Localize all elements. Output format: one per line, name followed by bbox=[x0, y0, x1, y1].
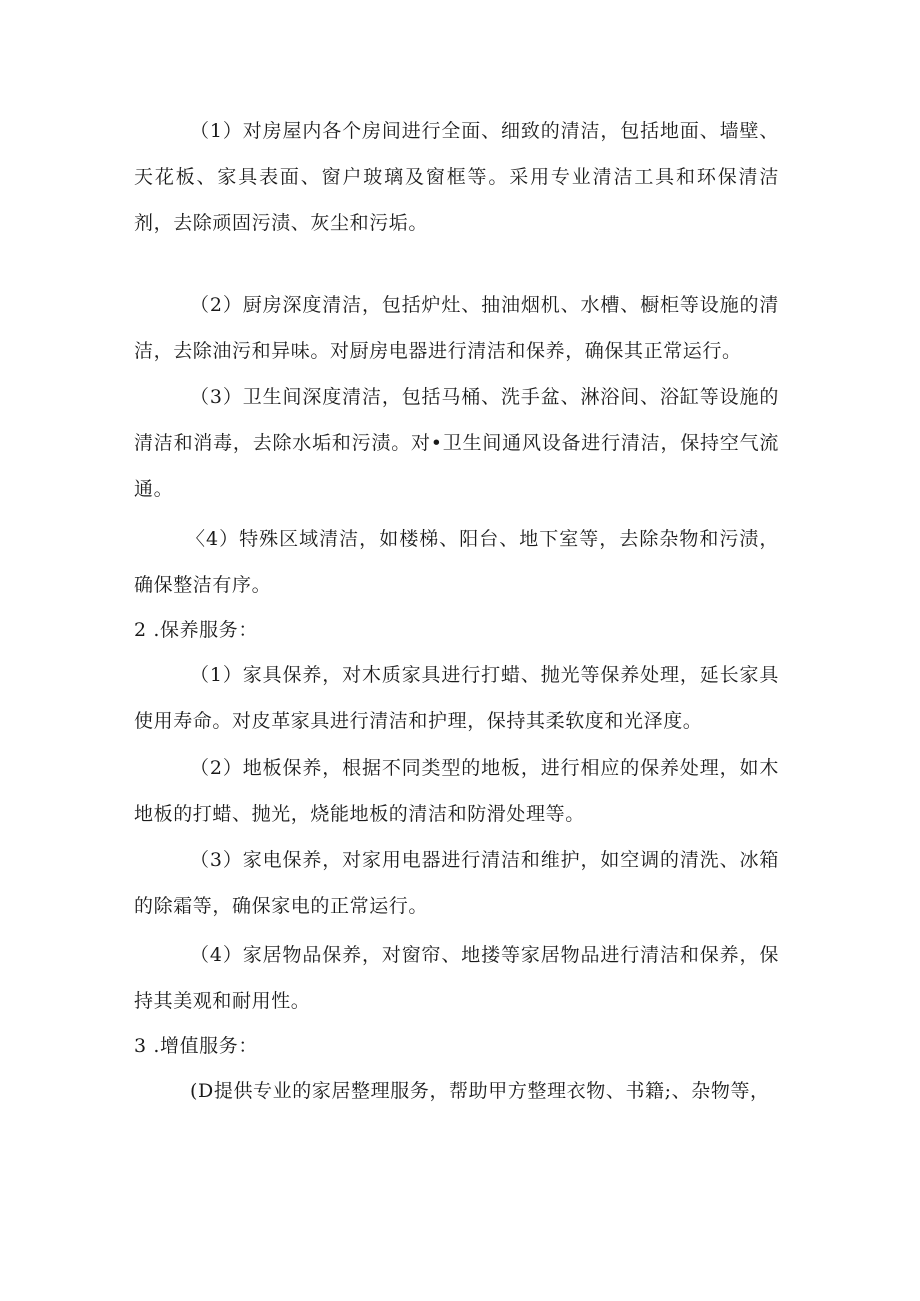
section-heading-maintenance: 2 .保养服务： bbox=[134, 619, 258, 641]
paragraph-room-cleaning: （1）对房屋内各个房间进行全面、细致的清洁，包括地面、墙壁、天花板、家具表面、窗户玻璃及窗框等。采用专业清洁工具和环保清洁剂，去除顽固污渍、灰尘和污垢。 bbox=[134, 120, 779, 234]
paragraph-bathroom-cleaning: （3）卫生间深度清洁，包括马桶、洗手盆、淋浴间、浴缸等设施的清洁和消毒，去除水垢和污渍。对•卫生间通风设备进行清洁，保持空气流通。 bbox=[134, 386, 779, 500]
paragraph-household-items-maintenance: （4）家居物品保养，对窗帘、地搂等家居物品进行清洁和保养，保持其美观和耐用性。 bbox=[134, 944, 779, 1012]
paragraph-kitchen-cleaning: （2）厨房深度清洁，包括炉灶、抽油烟机、水槽、橱柜等设施的清洁，去除油污和异味。对厨房电器进行清洁和保养，确保其正常运行。 bbox=[134, 294, 779, 362]
paragraph-special-area-cleaning: 〈4）特殊区域清洁，如楼梯、阳台、地下室等，去除杂物和污渍，确保整洁有序。 bbox=[134, 528, 779, 596]
section-heading-value-added: 3 .增值服务： bbox=[134, 1035, 258, 1057]
paragraph-home-organizing: (D提供专业的家居整理服务，帮助甲方整理衣物、书籍;、杂物等， bbox=[190, 1080, 770, 1102]
paragraph-appliance-maintenance: （3）家电保养，对家用电器进行清洁和维护，如空调的清洗、冰箱的除霜等，确保家电的正常运行。 bbox=[134, 849, 779, 917]
paragraph-furniture-maintenance: （1）家具保养，对木质家具进行打蜡、抛光等保养处理，延长家具使用寿命。对皮革家具进行清洁和护理，保持其柔软度和光泽度。 bbox=[134, 664, 779, 732]
paragraph-floor-maintenance: （2）地板保养，根据不同类型的地板，进行相应的保养处理，如木地板的打蜡、抛光，烧能地板的清洁和防滑处理等。 bbox=[134, 757, 779, 825]
